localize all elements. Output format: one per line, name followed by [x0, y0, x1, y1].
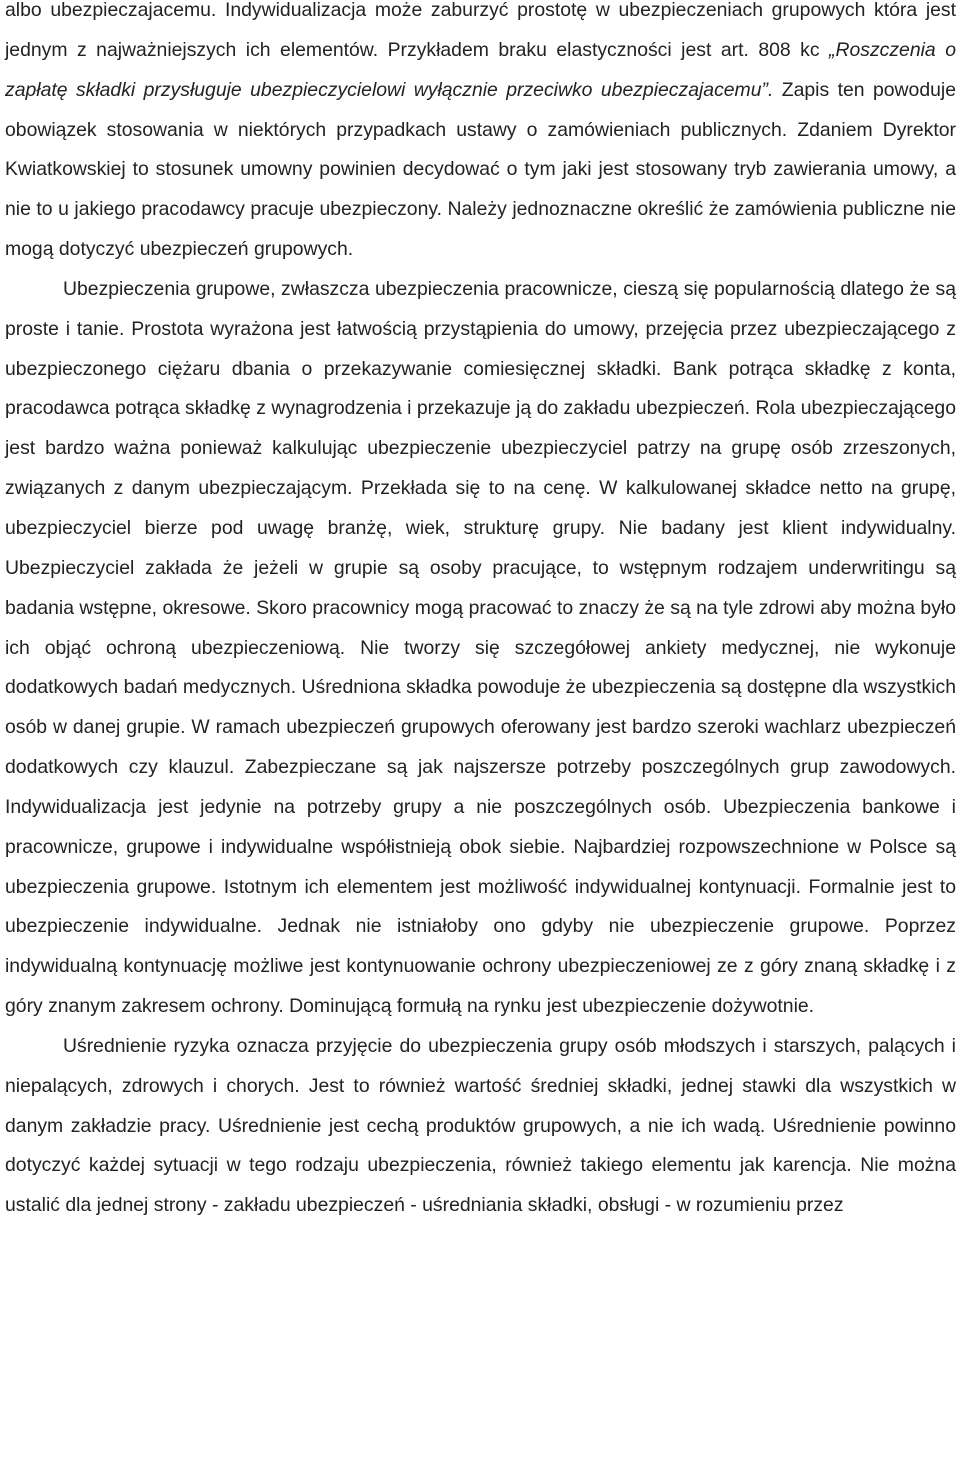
paragraph-1-rest: Zapis ten powoduje obowiązek stosowania w niektórych przypadkach ustawy o zamówieniach publicznych. Zdaniem Dyrektor Kwiatkowskiej to stosunek umowny powinien decydować o tym jaki jest stosowany tryb zawierania umowy, a nie to u jakiego pracodawcy pracuje ubezpieczony. Należy jednoznaczne określić że zamówienia publiczne nie mogą dotyczyć ubezpieczeń grupowych.: [5, 78, 956, 261]
paragraph-1: [5, 0, 956, 270]
paragraph-1-lead: albo ubezpieczajacemu. Indywidualizacja może zaburzyć prostotę w ubezpieczeniach grupowych która jest jednym z najważniejszych ich elementów. Przykładem braku elastyczności jest art. 808 kc: [5, 0, 956, 61]
article-808-quote: „Roszczenia o zapłatę składki przysługuje ubezpieczycielowi wyłącznie przeciwko ubezpieczajacemu”.: [5, 38, 956, 101]
paragraph-2: Ubezpieczenia grupowe, zwłaszcza ubezpieczenia pracownicze, cieszą się popularnością dlatego że są proste i tanie. Prostota wyrażona jest łatwością przystąpienia do umowy, przejęcia przez ubezpieczającego z ubezpieczonego ciężaru dbania o przekazywanie comiesięcznej składki. Bank potrąca składkę z konta, pracodawca potrąca składkę z wynagrodzenia i przekazuje ją do zakładu ubezpieczeń. Rola ubezpieczającego jest bardzo ważna ponieważ kalkulując ubezpieczenie ubezpieczyciel patrzy na grupę osób zrzeszonych, związanych z danym ubezpieczającym. Przekłada się to na cenę. W kalkulowanej składce netto na grupę, ubezpieczyciel bierze pod uwagę branżę, wiek, strukturę grupy. Nie badany jest klient indywidualny. Ubezpieczyciel zakłada że jeżeli w grupie są osoby pracujące, to wstępnym rodzajem underwritingu są badania wstępne, okresowe. Skoro pracownicy mogą pracować to znaczy że są na tyle zdrowi aby można było ich objąć ochroną ubezpieczeniową. Nie tworzy się szczegółowej ankiety medycznej, nie wykonuje dodatkowych badań medycznych. Uśredniona składka powoduje że ubezpieczenia są dostępne dla wszystkich osób w danej grupie. W ramach ubezpieczeń grupowych oferowany jest bardzo szeroki wachlarz ubezpieczeń dodatkowych czy klauzul. Zabezpieczane są jak najszersze potrzeby poszczególnych grup zawodowych. Indywidualizacja jest jedynie na potrzeby grupy a nie poszczególnych osób. Ubezpieczenia bankowe i pracownicze, grupowe i indywidualne współistnieją obok siebie. Najbardziej rozpowszechnione w Polsce są ubezpieczenia grupowe. Istotnym ich elementem jest możliwość indywidualnej kontynuacji. Formalnie jest to ubezpieczenie indywidualne. Jednak nie istniałoby ono gdyby nie ubezpieczenie grupowe. Poprzez indywidualną kontynuację możliwe jest kontynuowanie ochrony ubezpieczeniowej ze z góry znaną składkę i z góry znanym zakresem ochrony. Dominującą formułą na rynku jest ubezpieczenie dożywotnie.: [5, 277, 956, 1018]
paragraph-3: Uśrednienie ryzyka oznacza przyjęcie do ubezpieczenia grupy osób młodszych i starszych, palących i niepalących, zdrowych i chorych. Jest to również wartość średniej składki, jednej stawki dla wszystkich w danym zakładzie pracy. Uśrednienie jest cechą produktów grupowych, a nie ich wadą. Uśrednienie powinno dotyczyć każdej sytuacji w tego rodzaju ubezpieczenia, również takiego elementu jak karencja. Nie można ustalić dla jednej strony - zakładu ubezpieczeń - uśredniania składki, obsługi - w rozumieniu przez: [5, 1034, 956, 1217]
